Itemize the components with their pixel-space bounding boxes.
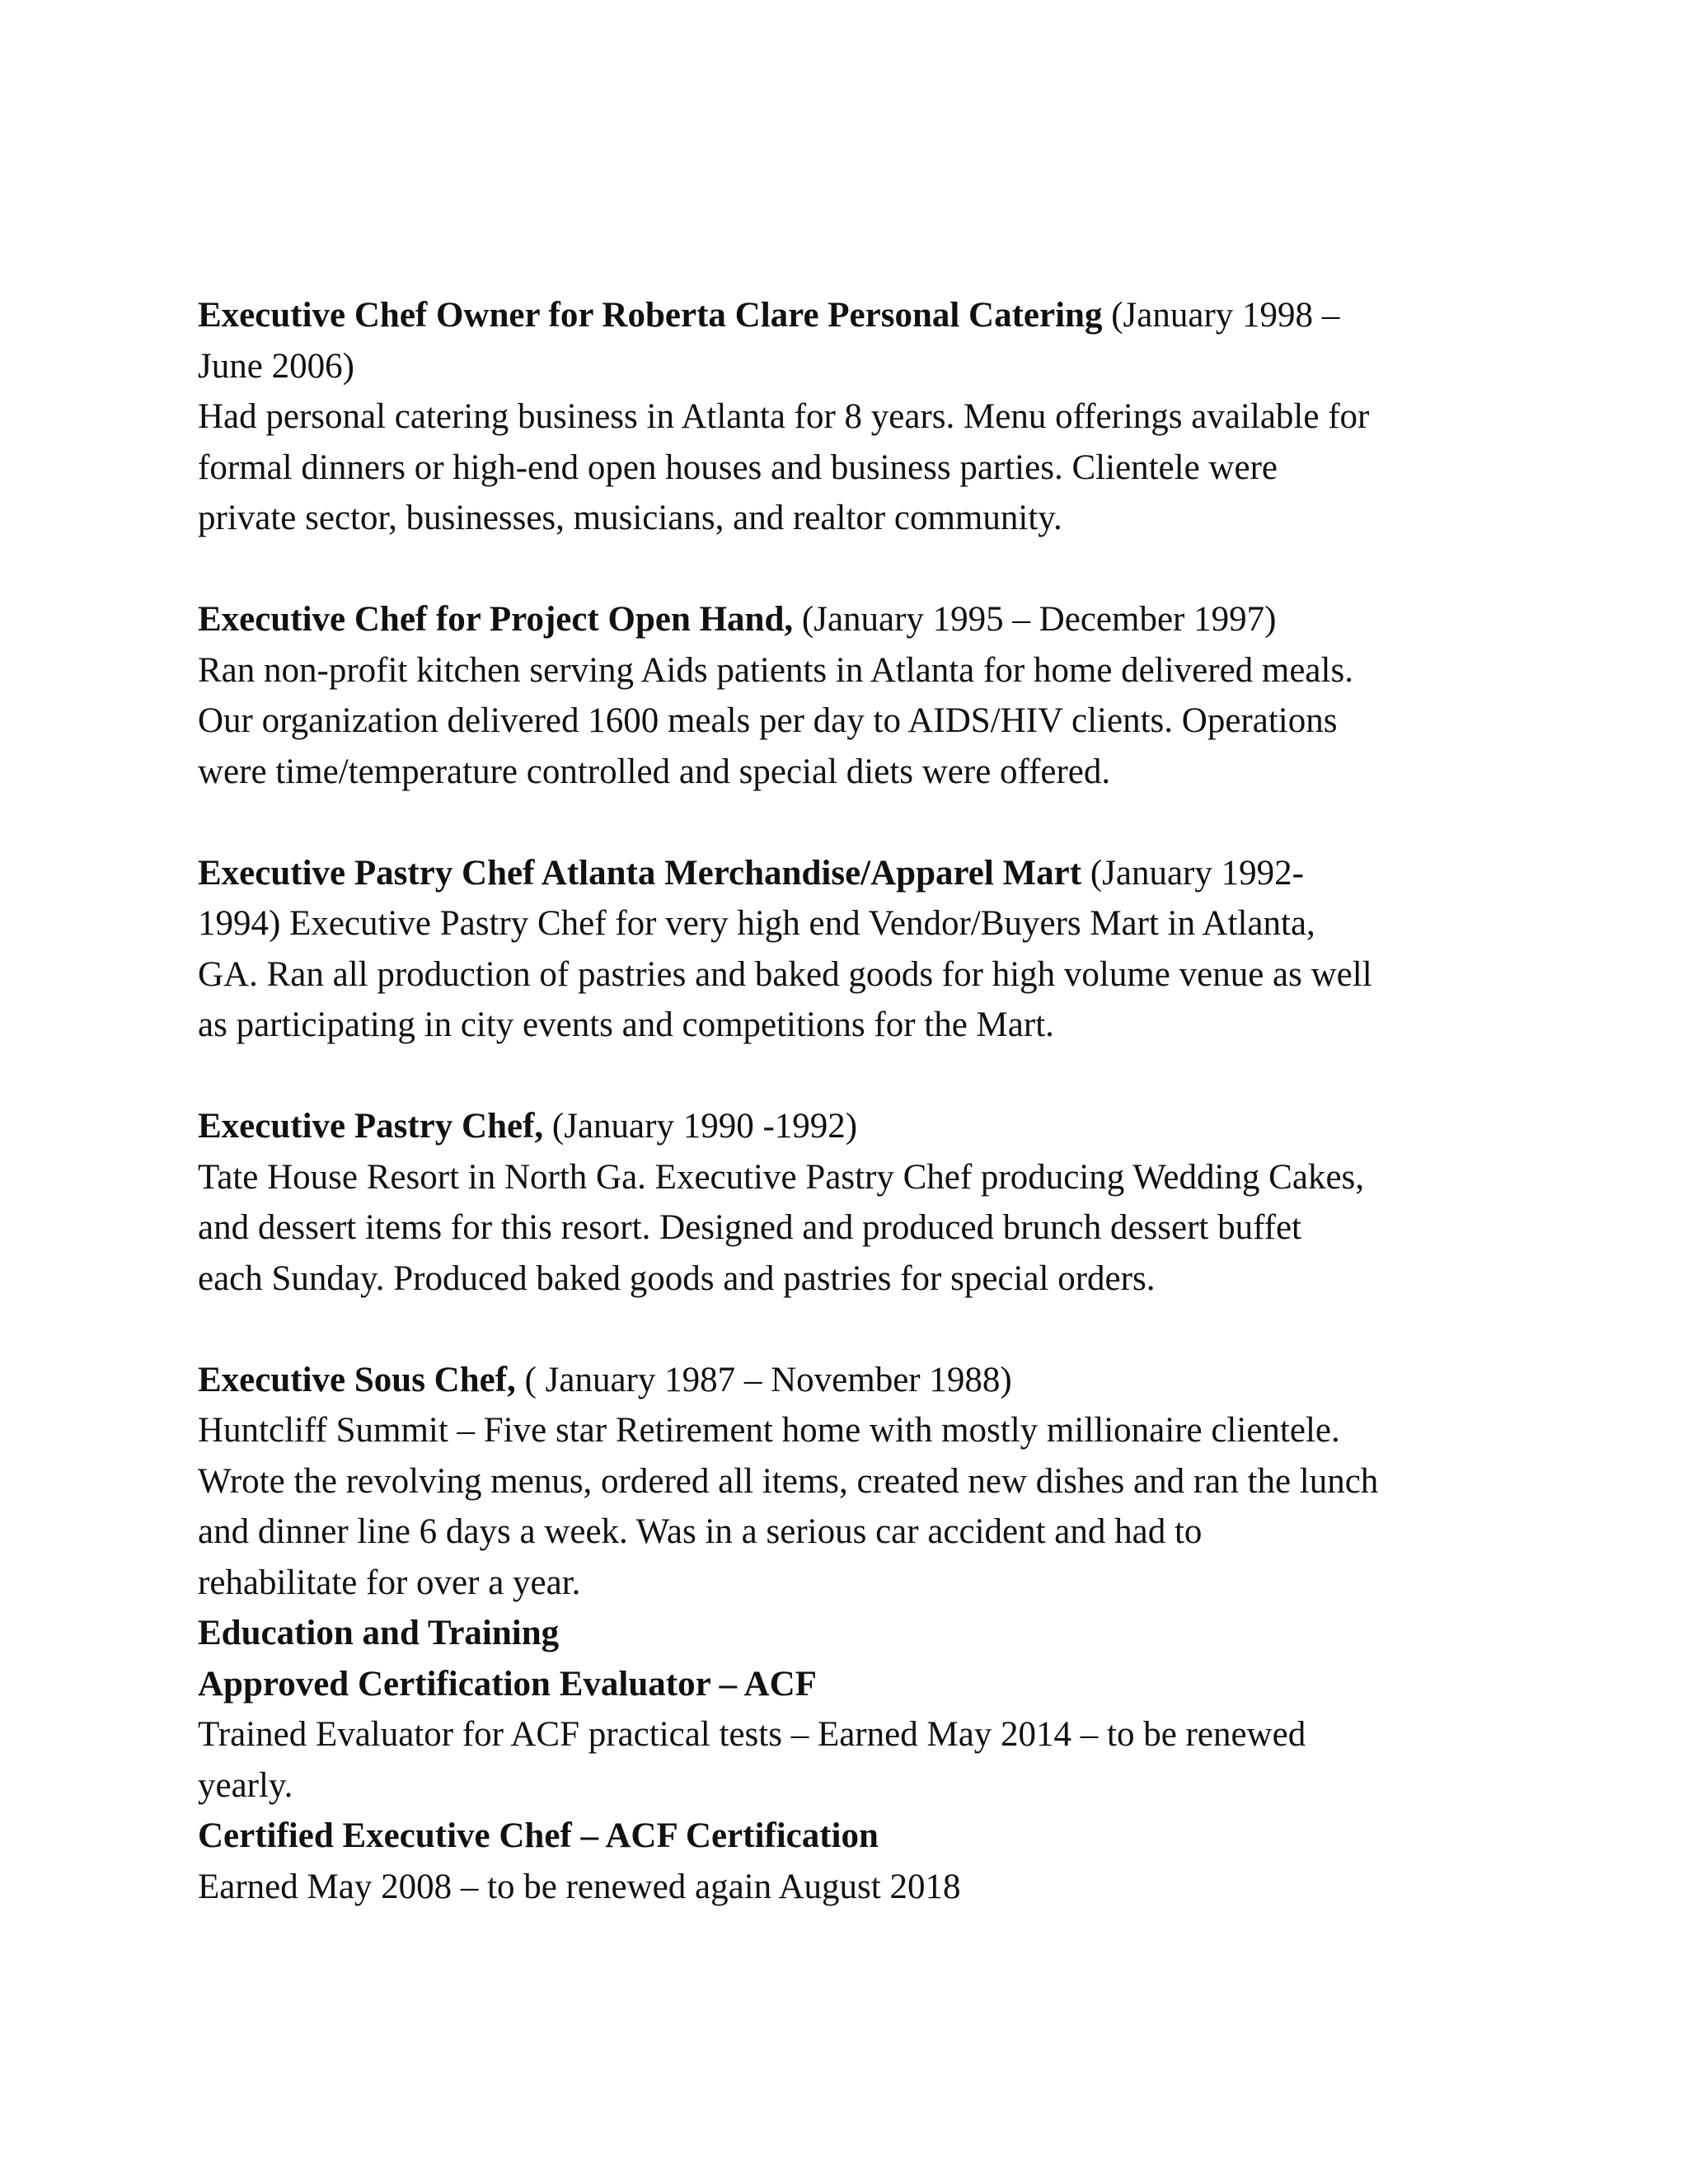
- certification-title: Certified Executive Chef – ACF Certification: [198, 1816, 879, 1855]
- entry-text-line: Ran non-profit kitchen serving Aids patients in Atlanta for home delivered meals.: [198, 650, 1353, 690]
- job-title: Executive Sous Chef,: [198, 1360, 516, 1399]
- job-dates: ( January 1987 – November 1988): [515, 1360, 1012, 1399]
- job-dates: (January 1992-: [1081, 853, 1304, 893]
- experience-entry-huntcliff: [198, 1355, 1500, 1609]
- entry-text-line: Had personal catering business in Atlanta for 8 years. Menu offerings available for: [198, 397, 1370, 436]
- entry-text-line: each Sunday. Produced baked goods and pastries for special orders.: [198, 1258, 1156, 1298]
- section-heading: Education and Training: [198, 1614, 560, 1652]
- entry-text-line: Our organization delivered 1600 meals per day to AIDS/HIV clients. Operations: [198, 701, 1338, 740]
- entry-text-line: GA. Ran all production of pastries and baked goods for high volume venue as well: [198, 954, 1372, 994]
- certification-title: Approved Certification Evaluator – ACF: [198, 1664, 817, 1704]
- entry-text-line: were time/temperature controlled and special diets were offered.: [198, 752, 1111, 791]
- experience-entry-apparel-mart: [198, 848, 1500, 1051]
- entry-heading-line: [198, 848, 1500, 899]
- job-title: Executive Pastry Chef,: [198, 1107, 544, 1146]
- certification-text-line: yearly.: [198, 1765, 293, 1805]
- job-title: Executive Chef Owner for Roberta Clare Personal Catering: [198, 296, 1103, 335]
- education-section: [198, 1608, 1500, 1912]
- job-dates: (January 1995 – December 1997): [793, 600, 1277, 639]
- job-dates: (January 1998 –: [1102, 296, 1340, 335]
- entry-text-line: 1994) Executive Pastry Chef for very high end Vendor/Buyers Mart in Atlanta,: [198, 904, 1315, 943]
- job-title: Executive Pastry Chef Atlanta Merchandise/Apparel Mart: [198, 853, 1082, 893]
- certification-text-line: Earned May 2008 – to be renewed again August 2018: [198, 1867, 961, 1906]
- entry-text-line: June 2006): [198, 346, 354, 386]
- experience-entry-roberta-clare: [198, 290, 1500, 544]
- job-dates: (January 1990 -1992): [543, 1107, 858, 1146]
- resume-content: [198, 290, 1500, 1912]
- entry-heading-line: [198, 1101, 1500, 1152]
- job-title: Executive Chef for Project Open Hand,: [198, 600, 794, 639]
- entry-text-line: and dessert items for this resort. Designed and produced brunch dessert buffet: [198, 1208, 1302, 1247]
- experience-entry-tate-house: [198, 1101, 1500, 1304]
- experience-entry-project-open-hand: [198, 594, 1500, 797]
- entry-text-line: Huntcliff Summit – Five star Retirement home with mostly millionaire clientele.: [198, 1411, 1340, 1450]
- entry-text-line: Wrote the revolving menus, ordered all items, created new dishes and ran the lunch: [198, 1461, 1379, 1501]
- entry-text-line: and dinner line 6 days a week. Was in a serious car accident and had to: [198, 1512, 1203, 1551]
- entry-heading-line: [198, 1355, 1500, 1406]
- entry-heading-line: [198, 290, 1500, 341]
- entry-text-line: rehabilitate for over a year.: [198, 1563, 581, 1602]
- entry-heading-line: [198, 594, 1500, 645]
- entry-text-line: Tate House Resort in North Ga. Executive Pastry Chef producing Wedding Cakes,: [198, 1157, 1365, 1197]
- certification-text-line: Trained Evaluator for ACF practical tests – Earned May 2014 – to be renewed: [198, 1715, 1306, 1754]
- entry-text-line: formal dinners or high-end open houses and business parties. Clientele were: [198, 448, 1278, 487]
- entry-text-line: as participating in city events and competitions for the Mart.: [198, 1005, 1054, 1044]
- entry-text-line: private sector, businesses, musicians, and realtor community.: [198, 499, 1062, 537]
